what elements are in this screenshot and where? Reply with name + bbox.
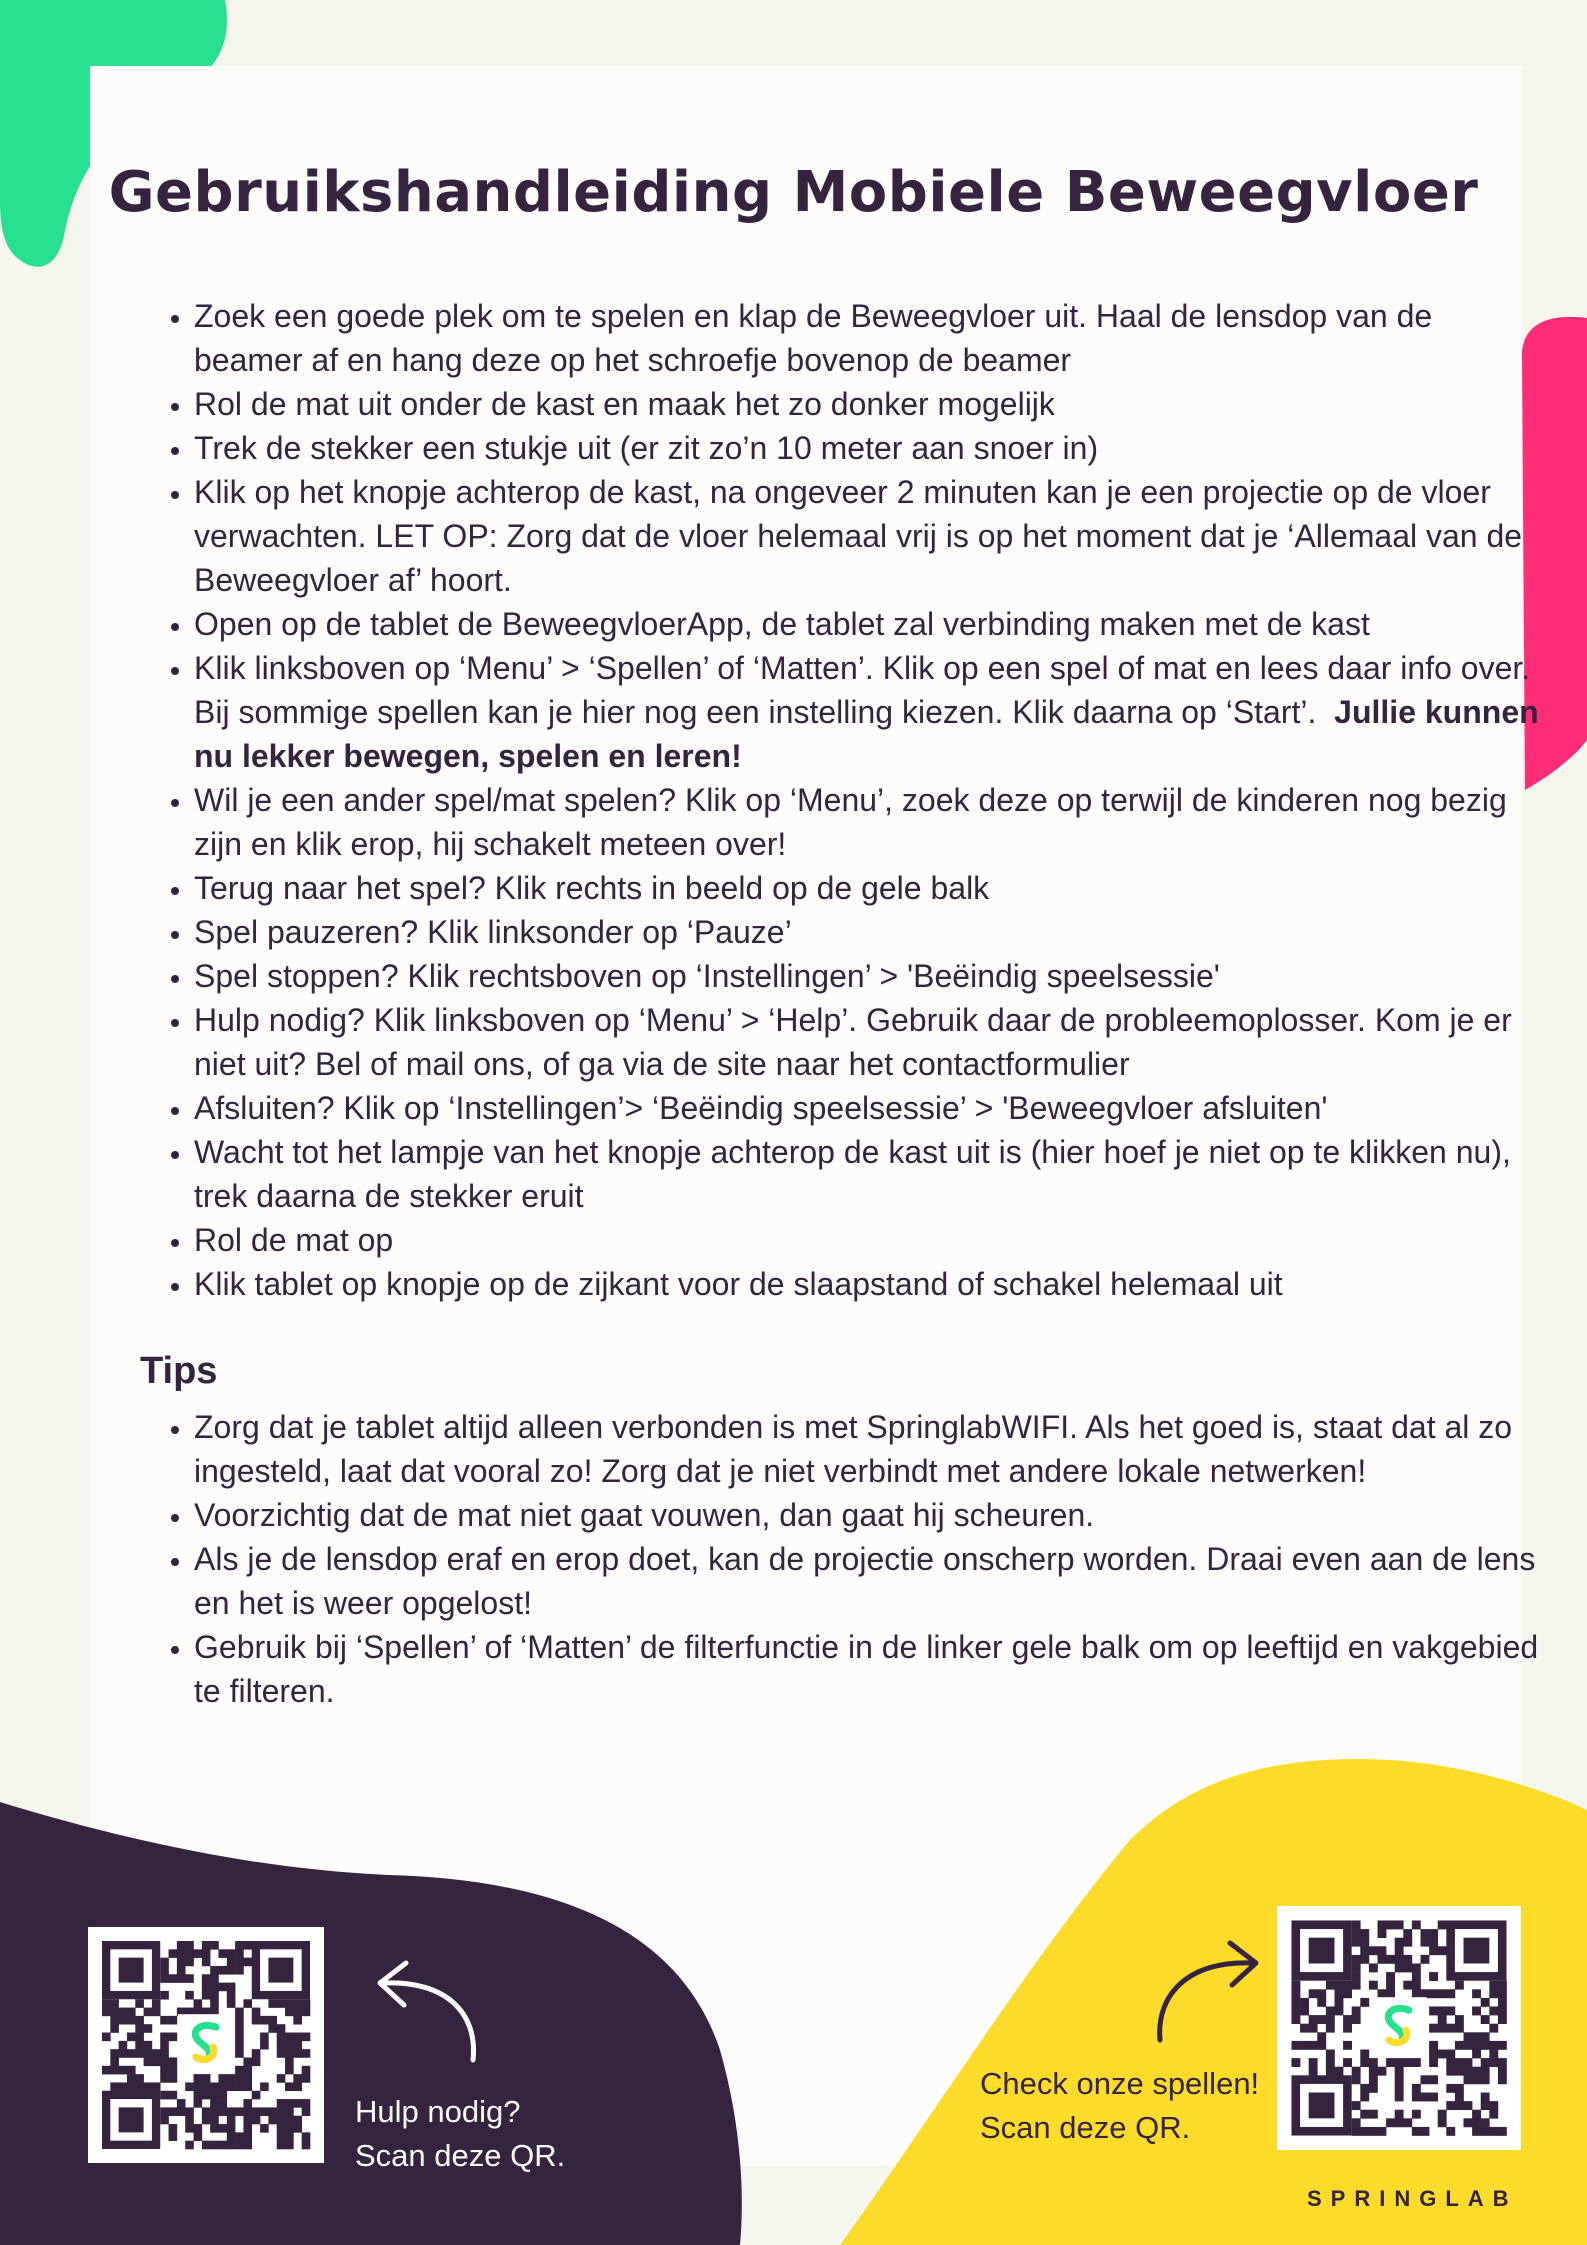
list-item <box>194 1493 1539 1537</box>
page-title: Gebruikshandleiding Mobiele Beweegvloer <box>108 160 1479 225</box>
qr-help-line2: Scan deze QR. <box>355 2138 566 2173</box>
list-item <box>194 382 1539 426</box>
tip-text: Als je de lensdop eraf en erop doet, kan de projectie onscherp worden. Draai even aan de lens en het is weer opgelost! <box>194 1541 1536 1621</box>
qr-code-help[interactable] <box>88 1927 324 2163</box>
springlab-logo <box>178 2014 234 2070</box>
list-item <box>194 1537 1539 1625</box>
list-item <box>194 1262 1539 1306</box>
step-text: Spel stoppen? Klik rechtsboven op ‘Instellingen’ > 'Beëindig speelsessie' <box>194 958 1220 994</box>
qr-games-line2: Scan deze QR. <box>980 2110 1191 2145</box>
qr-help-line1: Hulp nodig? <box>355 2094 521 2129</box>
step-text: Terug naar het spel? Klik rechts in beeld op de gele balk <box>194 870 990 906</box>
list-item <box>194 602 1539 646</box>
step-text: Rol de mat op <box>194 1222 394 1258</box>
list-item <box>194 1130 1539 1218</box>
brand-wordmark: SPRINGLAB <box>1307 2186 1518 2211</box>
curved-arrow-left-icon <box>368 1955 488 2065</box>
list-item <box>194 470 1539 602</box>
list-item <box>194 646 1539 778</box>
step-text: Zoek een goede plek om te spelen en klap de Beweegvloer uit. Haal de lensdop van de beamer af en hang deze op het schroefje bovenop de beamer <box>194 298 1433 378</box>
list-item <box>194 954 1539 998</box>
step-text: Spel pauzeren? Klik linksonder op ‘Pauze’ <box>194 914 792 950</box>
tips-list <box>150 1405 1539 1713</box>
step-text: Wacht tot het lampje van het knopje achterop de kast uit is (hier hoef je niet op te klikken nu), trek daarna de stekker eruit <box>194 1134 1511 1214</box>
start-emphasis: Jullie kunnen nu lekker bewegen, spelen en leren! <box>194 694 1539 774</box>
list-item <box>194 998 1539 1086</box>
tip-text: Gebruik bij ‘Spellen’ of ‘Matten’ de filterfunctie in de linker gele balk om op leeftijd en vakgebied te filteren. <box>194 1629 1539 1709</box>
qr-help-caption <box>355 2090 565 2178</box>
list-item <box>194 778 1539 866</box>
step-text: Rol de mat uit onder de kast en maak het zo donker mogelijk <box>194 386 1055 422</box>
step-text: Wil je een ander spel/mat spelen? Klik op ‘Menu’, zoek deze op terwijl de kinderen nog bezig zijn en klik erop, hij schakelt meteen over! <box>194 782 1507 862</box>
step-text: Klik op het knopje achterop de kast, na ongeveer 2 minuten kan je een projectie op de vloer verwachten. LET OP: Zorg dat de vloer helemaal vrij is op het moment dat je ‘Allemaal van de Beweegvloer af’ hoort. <box>194 474 1523 598</box>
tip-text: Voorzichtig dat de mat niet gaat vouwen, dan gaat hij scheuren. <box>194 1497 1095 1533</box>
step-text: Open op de tablet de BeweegvloerApp, de tablet zal verbinding maken met de kast <box>194 606 1370 642</box>
list-item <box>194 294 1539 382</box>
step-text: Trek de stekker een stukje uit (er zit zo’n 10 meter aan snoer in) <box>194 430 1099 466</box>
curved-arrow-right-icon <box>1148 1935 1268 2045</box>
springlab-logo <box>1371 1997 1427 2053</box>
list-item <box>194 866 1539 910</box>
list-item <box>194 1218 1539 1262</box>
step-text: Hulp nodig? Klik linksboven op ‘Menu’ > ‘Help’. Gebruik daar de probleemoplosser. Kom je er niet uit? Bel of mail ons, of ga via de site naar het contactformulier <box>194 1002 1512 1082</box>
tip-text: Zorg dat je tablet altijd alleen verbonden is met SpringlabWIFI. Als het goed is, staat dat al zo ingesteld, laat dat vooral zo! Zorg dat je niet verbindt met andere lokale netwerken! <box>194 1409 1513 1489</box>
step-text: Klik tablet op knopje op de zijkant voor de slaapstand of schakel helemaal uit <box>194 1266 1283 1302</box>
step-text: Afsluiten? Klik op ‘Instellingen’> ‘Beëindig speelsessie’ > 'Beweegvloer afsluiten' <box>194 1090 1328 1126</box>
list-item <box>194 910 1539 954</box>
list-item <box>194 1625 1539 1713</box>
list-item <box>194 1405 1539 1493</box>
springlab-logo-icon <box>181 2017 231 2067</box>
qr-code-games[interactable] <box>1277 1906 1521 2150</box>
step-text: Klik linksboven op ‘Menu’ > ‘Spellen’ of ‘Matten’. Klik op een spel of mat en lees daar info over. Bij sommige spellen kan je hier nog een instelling kiezen. Klik daarna op ‘Start’. <box>194 650 1531 730</box>
qr-games-line1: Check onze spellen! <box>980 2066 1260 2101</box>
tips-heading: Tips <box>140 1350 218 1392</box>
springlab-logo-icon <box>1374 2000 1424 2050</box>
qr-games-caption <box>980 2062 1259 2150</box>
instructions-list <box>150 294 1539 1306</box>
list-item <box>194 1086 1539 1130</box>
list-item <box>194 426 1539 470</box>
